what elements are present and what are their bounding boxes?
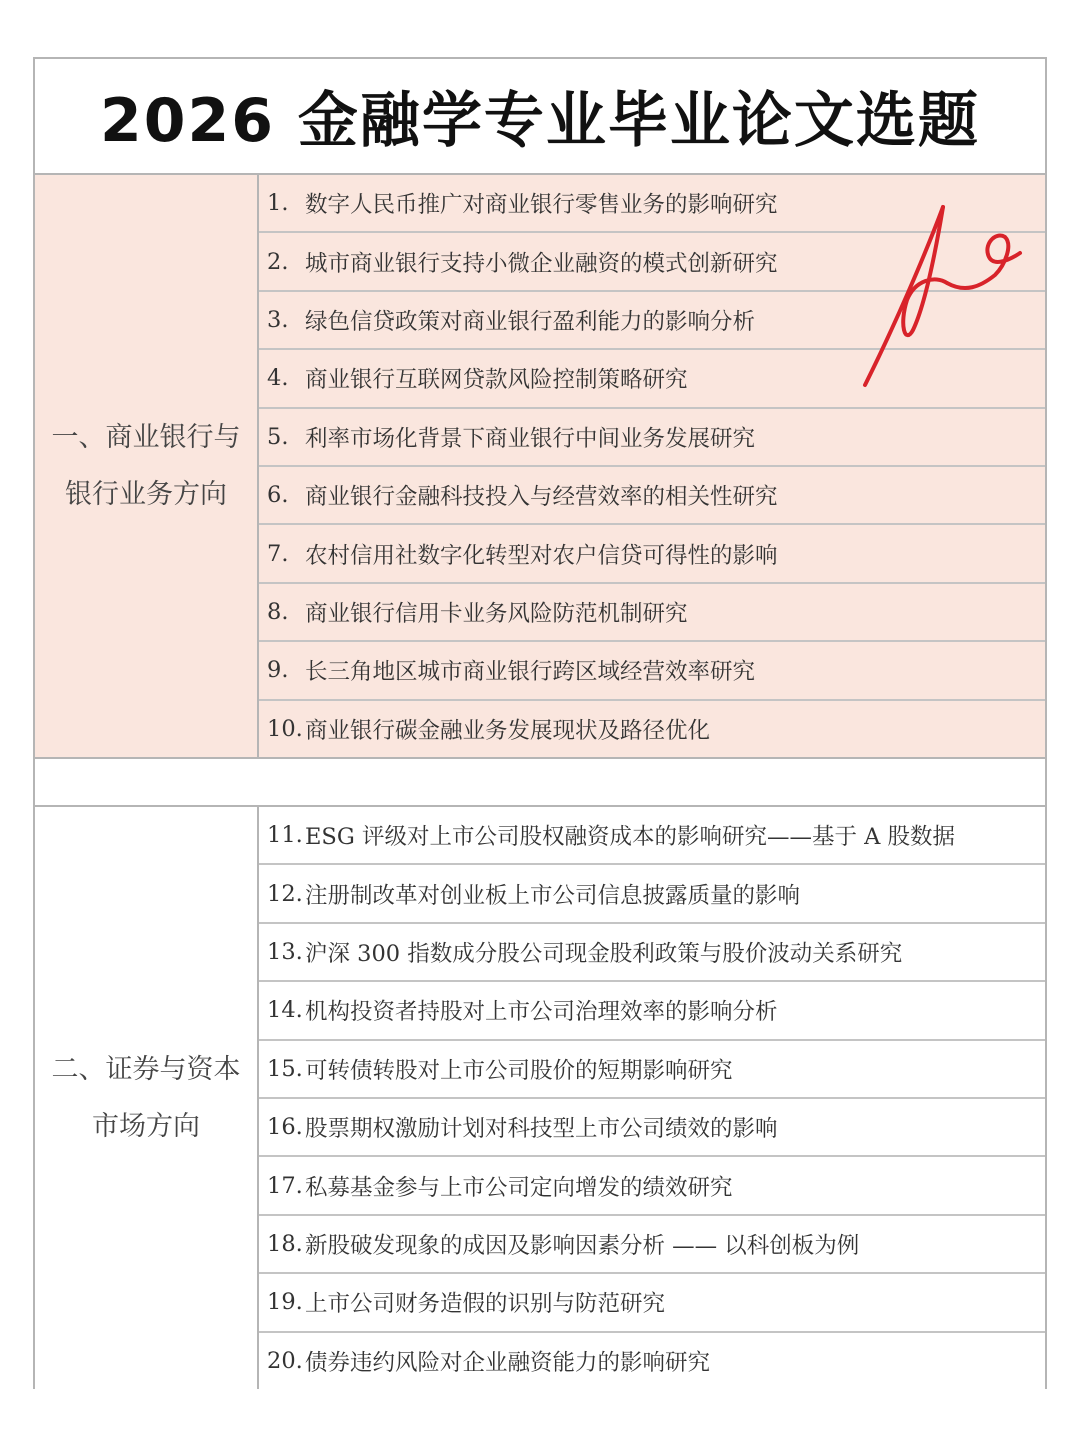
topic-text: 农村信用社数字化转型对农户信贷可得性的影响 — [305, 542, 778, 569]
section-label — [35, 175, 259, 757]
topic-number: 16. — [267, 1114, 303, 1141]
topic-text: 可转债转股对上市公司股价的短期影响研究 — [305, 1057, 733, 1084]
topic-number: 14. — [267, 997, 303, 1024]
topic-text: 上市公司财务造假的识别与防范研究 — [305, 1291, 666, 1318]
signature-stroke — [865, 207, 943, 385]
handwritten-a-plus-mark — [855, 195, 1035, 395]
topic-number: 17. — [267, 1172, 303, 1199]
topic-text: 注册制改革对创业板上市公司信息披露质量的影响 — [305, 882, 801, 909]
topic-row — [259, 1274, 1045, 1332]
topic-number: 7. — [267, 540, 289, 567]
topic-row — [259, 1041, 1045, 1099]
topic-row — [259, 1333, 1045, 1389]
topic-row — [259, 982, 1045, 1040]
page-title: 2026 金融学专业毕业论文选题 — [100, 86, 980, 156]
topic-text: 商业银行互联网贷款风险控制策略研究 — [305, 367, 688, 394]
section-label-line: 二、证券与资本 — [51, 1054, 241, 1085]
topic-text: ESG 评级对上市公司股权融资成本的影响研究——基于 A 股数据 — [305, 824, 956, 851]
signature-stroke — [947, 236, 1020, 288]
topic-number: 4. — [267, 365, 289, 392]
topic-number: 6. — [267, 482, 289, 509]
topic-text: 商业银行金融科技投入与经营效率的相关性研究 — [305, 484, 778, 511]
topic-text: 商业银行碳金融业务发展现状及路径优化 — [305, 717, 711, 744]
topic-number: 10. — [267, 715, 303, 742]
title-row — [35, 59, 1045, 175]
topic-number: 2. — [267, 248, 289, 275]
topic-text: 机构投资者持股对上市公司治理效率的影响分析 — [305, 999, 778, 1026]
topic-number: 3. — [267, 307, 289, 334]
topic-text: 商业银行信用卡业务风险防范机制研究 — [305, 601, 688, 628]
empty-row — [35, 759, 1045, 807]
topic-number: 19. — [267, 1289, 303, 1316]
topic-row — [259, 807, 1045, 865]
topic-number: 9. — [267, 657, 289, 684]
topic-number: 13. — [267, 939, 303, 966]
topic-number: 8. — [267, 599, 289, 626]
signature-stroke — [903, 207, 947, 335]
topic-row — [259, 409, 1045, 467]
section-label — [35, 807, 259, 1389]
topic-row — [259, 642, 1045, 700]
topic-text: 新股破发现象的成因及影响因素分析 —— 以科创板为例 — [305, 1233, 860, 1260]
topic-number: 20. — [267, 1347, 303, 1374]
section-securities-capital-markets — [35, 807, 1045, 1389]
section-label-line: 市场方向 — [92, 1111, 200, 1142]
topic-text: 债券违约风险对企业融资能力的影响研究 — [305, 1349, 711, 1376]
topic-text: 股票期权激励计划对科技型上市公司绩效的影响 — [305, 1116, 778, 1143]
topic-row — [259, 1157, 1045, 1215]
topic-row — [259, 924, 1045, 982]
topic-row — [259, 1099, 1045, 1157]
topic-text: 利率市场化背景下商业银行中间业务发展研究 — [305, 425, 756, 452]
topic-row — [259, 584, 1045, 642]
topic-number: 5. — [267, 423, 289, 450]
topic-number: 11. — [267, 822, 303, 849]
topic-list — [259, 807, 1045, 1389]
topic-row — [259, 701, 1045, 757]
topic-row — [259, 467, 1045, 525]
topic-row — [259, 865, 1045, 923]
topic-number: 18. — [267, 1231, 303, 1258]
topic-number: 1. — [267, 190, 289, 217]
topic-number: 15. — [267, 1055, 303, 1082]
topic-text: 长三角地区城市商业银行跨区域经营效率研究 — [305, 659, 756, 686]
topic-text: 沪深 300 指数成分股公司现金股利政策与股价波动关系研究 — [305, 941, 903, 968]
section-label-line: 一、商业银行与 — [51, 422, 241, 453]
topic-text: 数字人民币推广对商业银行零售业务的影响研究 — [305, 192, 778, 219]
topic-row — [259, 1216, 1045, 1274]
topic-number: 12. — [267, 880, 303, 907]
section-label-line: 银行业务方向 — [65, 479, 227, 510]
topic-text: 城市商业银行支持小微企业融资的模式创新研究 — [305, 250, 778, 277]
topic-text: 绿色信贷政策对商业银行盈利能力的影响分析 — [305, 309, 756, 336]
topic-row — [259, 525, 1045, 583]
topic-text: 私募基金参与上市公司定向增发的绩效研究 — [305, 1174, 733, 1201]
